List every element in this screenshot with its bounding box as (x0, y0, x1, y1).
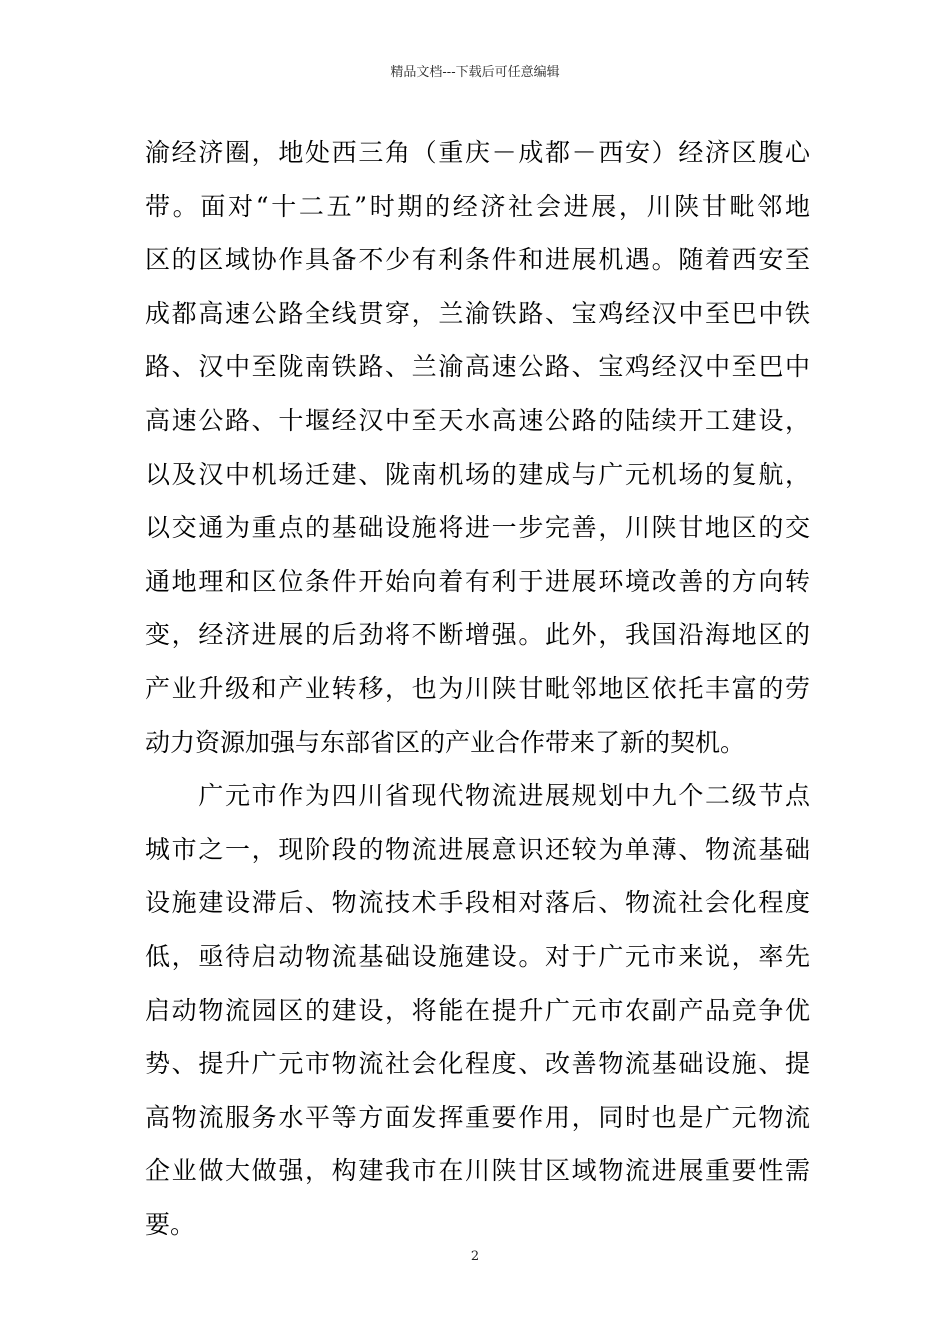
body-line-11: 产业升级和产业转移，也为川陕甘毗邻地区依托丰富的劳 (145, 673, 810, 703)
body-line-19: 高物流服务水平等方面发挥重要作用，同时也是广元物流 (145, 1102, 810, 1132)
body-line-13: 广元市作为四川省现代物流进展规划中九个二级节点 (145, 781, 810, 811)
body-line-18: 势、提升广元市物流社会化程度、改善物流基础设施、提 (145, 1049, 810, 1079)
body-line-14: 城市之一，现阶段的物流进展意识还较为单薄、物流基础 (145, 834, 810, 864)
body-line-21: 要。 (145, 1209, 196, 1239)
body-line-2: 带。面对“十二五”时期的经济社会进展，川陕甘毗邻地 (145, 191, 810, 221)
document-body (145, 126, 810, 1251)
page-header: 精品文档---下载后可任意编辑 (390, 65, 560, 80)
page-number: 2 (470, 1249, 480, 1264)
body-line-10: 变，经济进展的后劲将不断增强。此外，我国沿海地区的 (145, 620, 810, 650)
body-line-9: 通地理和区位条件开始向着有利于进展环境改善的方向转 (145, 566, 810, 596)
body-line-12: 动力资源加强与东部省区的产业合作带来了新的契机。 (145, 727, 746, 757)
body-line-5: 路、汉中至陇南铁路、兰渝高速公路、宝鸡经汉中至巴中 (145, 352, 810, 382)
body-line-6: 高速公路、十堰经汉中至天水高速公路的陆续开工建设， (145, 405, 810, 435)
body-line-15: 设施建设滞后、物流技术手段相对落后、物流社会化程度 (145, 888, 810, 918)
body-line-1: 渝经济圈，地处西三角（重庆－成都－西安）经济区腹心 (145, 138, 810, 167)
body-line-8: 以交通为重点的基础设施将进一步完善，川陕甘地区的交 (145, 513, 810, 543)
body-line-20: 企业做大做强，构建我市在川陕甘区域物流进展重要性需 (145, 1156, 810, 1186)
body-line-16: 低，亟待启动物流基础设施建设。对于广元市来说，率先 (145, 941, 810, 971)
body-line-7: 以及汉中机场迁建、陇南机场的建成与广元机场的复航， (145, 459, 810, 489)
body-line-4: 成都高速公路全线贯穿，兰渝铁路、宝鸡经汉中至巴中铁 (145, 298, 810, 328)
body-line-3: 区的区域协作具备不少有利条件和进展机遇。随着西安至 (145, 245, 810, 275)
body-line-17: 启动物流园区的建设，将能在提升广元市农副产品竞争优 (145, 995, 810, 1025)
